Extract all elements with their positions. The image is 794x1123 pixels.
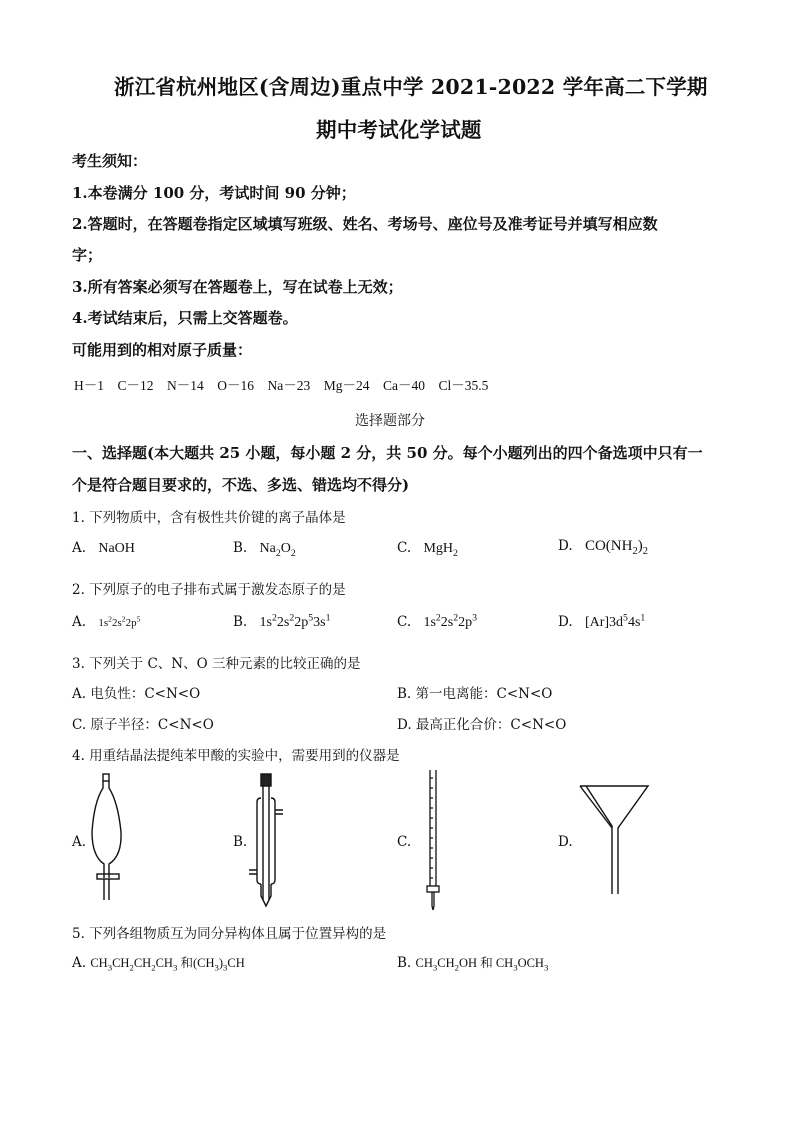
question-3-option-d: D. 最高正化合价：C<N<O <box>397 717 567 733</box>
option-letter: C. <box>397 614 412 630</box>
question-4-option-b-label: B. <box>233 834 248 850</box>
question-1-option-d <box>558 538 648 555</box>
option-formula: MgH$_2$ <box>423 541 458 559</box>
atomic-mass-heading: 可能用到的相对原子质量： <box>72 341 253 359</box>
question-3-option-c: C. 原子半径：C<N<O <box>72 717 214 733</box>
question-4-option-d-label: D. <box>558 834 573 850</box>
option-letter: A. <box>72 540 87 556</box>
question-5-stem: 5. 下列各组物质互为同分异构体且属于位置异构的是 <box>72 926 387 942</box>
option-formula: $CH_3CH_2OH$ 和 $CH_3OCH_3$ <box>415 956 549 973</box>
funnel-icon <box>578 782 650 898</box>
separatory-funnel-icon <box>84 772 130 902</box>
notice-item-3: 3.所有答案必须写在答题卷上，写在试卷上无效； <box>72 278 403 296</box>
section-title: 选择题部分 <box>355 413 425 429</box>
option-letter: B. <box>233 540 248 556</box>
question-2-option-b <box>233 614 331 631</box>
option-letter: A. <box>72 955 87 971</box>
option-letter: B. <box>397 955 412 971</box>
question-2-stem: 2. 下列原子的电子排布式属于激发态原子的是 <box>72 582 346 598</box>
question-2-option-a <box>72 614 140 630</box>
option-letter: C. <box>397 540 412 556</box>
question-1-option-a <box>72 540 135 557</box>
condenser-icon <box>248 772 286 908</box>
option-formula: $Na_2O_2$ <box>259 541 296 559</box>
part1-instructions-line2: 个是符合题目要求的，不选、多选、错选均不得分) <box>72 476 410 494</box>
page-title-line1: 浙江省杭州地区(含周边)重点中学 2021-2022 学年高二下学期 <box>114 75 708 99</box>
question-2-option-d <box>558 614 645 631</box>
question-1-stem: 1. 下列物质中，含有极性共价键的离子晶体是 <box>72 510 346 526</box>
option-letter: A. <box>72 614 87 630</box>
notice-item-1: 1.本卷满分 100 分，考试时间 90 分钟； <box>72 184 356 202</box>
page-title-line2: 期中考试化学试题 <box>316 118 482 142</box>
question-4-option-c-label: C. <box>397 834 412 850</box>
option-letter: D. <box>558 614 573 630</box>
burette-icon <box>422 768 446 912</box>
option-formula: $1s^22s^22p^53s^1$ <box>259 612 331 630</box>
atomic-mass-list: H－1 C－12 N－14 O－16 Na－23 Mg－24 Ca－40 Cl－35.5 <box>74 378 489 393</box>
notice-item-2-cont: 字； <box>72 246 103 264</box>
option-formula: $CH_3CH_2CH_2CH_3$ 和$(CH_3)_3CH$ <box>90 956 245 973</box>
option-formula: $1s^22s^22p^3$ <box>423 612 478 630</box>
question-3-option-b: B. 第一电离能：C<N<O <box>397 686 553 702</box>
question-1-option-c <box>397 540 458 557</box>
question-5-option-a <box>72 953 245 971</box>
option-formula: $1s^22s^22p^5$ <box>98 614 141 629</box>
notice-item-2: 2.答题时，在答题卷指定区域填写班级、姓名、考场号、座位号及准考证号并填写相应数 <box>72 215 658 233</box>
notice-item-4: 4.考试结束后，只需上交答题卷。 <box>72 309 298 327</box>
part1-instructions-line1: 一、选择题(本大题共 25 小题，每小题 2 分，共 50 分。每个小题列出的四个备选项中只有一 <box>72 444 703 462</box>
question-5-option-b <box>397 953 548 971</box>
question-4-option-a-label: A. <box>72 834 87 850</box>
option-formula: NaOH <box>98 541 135 556</box>
question-3-stem: 3. 下列关于 C、N、O 三种元素的比较正确的是 <box>72 656 361 672</box>
question-2-option-c <box>397 614 477 631</box>
option-letter: D. <box>558 538 573 554</box>
question-1-option-b <box>233 540 296 557</box>
question-3-option-a: A. 电负性：C<N<O <box>72 686 201 702</box>
option-letter: B. <box>233 614 248 630</box>
notice-heading: 考生须知： <box>72 152 148 170</box>
question-4-stem: 4. 用重结晶法提纯苯甲酸的实验中，需要用到的仪器是 <box>72 748 400 764</box>
option-formula: $[Ar]3d^54s^1$ <box>584 612 646 630</box>
option-formula: $CO(NH_2)_2$ <box>584 538 648 557</box>
